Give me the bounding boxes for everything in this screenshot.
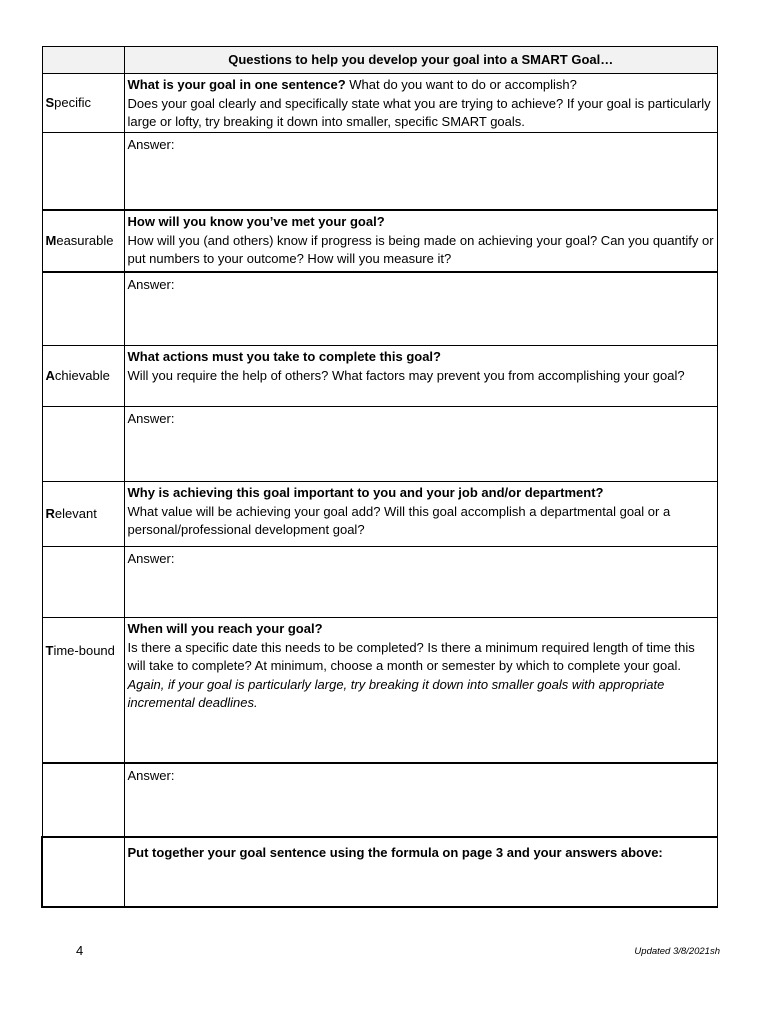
measurable-question: How will you know you’ve met your goal? How will you (and others) know if progress is being made on achieving your goal? Can you quantify or put numbers to your outcome? How will you measure it?	[124, 210, 718, 272]
goal-sentence-spacer	[42, 837, 124, 907]
specific-answer-row	[42, 133, 718, 211]
page-number: 4	[76, 943, 84, 958]
time-bound-answer-spacer	[42, 763, 124, 837]
specific-question-row	[42, 74, 718, 133]
relevant-label: Relevant	[42, 482, 124, 547]
specific-label: Specific	[42, 74, 124, 133]
relevant-answer-row	[42, 547, 718, 618]
time-bound-answer-row	[42, 763, 718, 837]
header-empty-cell	[42, 47, 124, 74]
relevant-answer-field[interactable]: Answer:	[124, 547, 718, 618]
goal-sentence-field[interactable]: Put together your goal sentence using the formula on page 3 and your answers above:	[124, 837, 718, 907]
updated-note: Updated 3/8/2021sh	[634, 946, 720, 957]
time-bound-question: When will you reach your goal? Is there a specific date this needs to be completed? Is there a minimum required length of time this will take to complete? At minimum, choose a month or semester by which to complete your goal. Again, if your goal is particularly large, try breaking it down into smaller goals with appropriate incremental deadlines.	[124, 618, 718, 764]
achievable-answer-spacer	[42, 407, 124, 482]
achievable-question: What actions must you take to complete this goal? Will you require the help of others? What factors may prevent you from accomplishing your goal?	[124, 346, 718, 407]
specific-question: What is your goal in one sentence? What do you want to do or accomplish? Does your goal clearly and specifically state what you are trying to achieve? If your goal is particularly large or lofty, try breaking it down into smaller, specific SMART goals.	[124, 74, 718, 133]
relevant-answer-spacer	[42, 547, 124, 618]
table-title: Questions to help you develop your goal into a SMART Goal…	[124, 47, 718, 74]
time-bound-question-row	[42, 618, 718, 764]
measurable-answer-spacer	[42, 272, 124, 346]
specific-answer-spacer	[42, 133, 124, 211]
achievable-question-row	[42, 346, 718, 407]
time-bound-label: Time-bound	[42, 618, 124, 764]
specific-answer-field[interactable]: Answer:	[124, 133, 718, 211]
measurable-answer-row	[42, 272, 718, 346]
relevant-question: Why is achieving this goal important to you and your job and/or department? What value will be achieving your goal add? Will this goal accomplish a departmental goal or a personal/professional development goal?	[124, 482, 718, 547]
table-header-row	[42, 47, 718, 74]
smart-goal-table	[41, 46, 718, 908]
achievable-answer-field[interactable]: Answer:	[124, 407, 718, 482]
relevant-question-row	[42, 482, 718, 547]
time-bound-answer-field[interactable]: Answer:	[124, 763, 718, 837]
achievable-answer-row	[42, 407, 718, 482]
measurable-answer-field[interactable]: Answer:	[124, 272, 718, 346]
measurable-question-row	[42, 210, 718, 272]
achievable-label: Achievable	[42, 346, 124, 407]
goal-sentence-row	[42, 837, 718, 907]
measurable-label: Measurable	[42, 210, 124, 272]
